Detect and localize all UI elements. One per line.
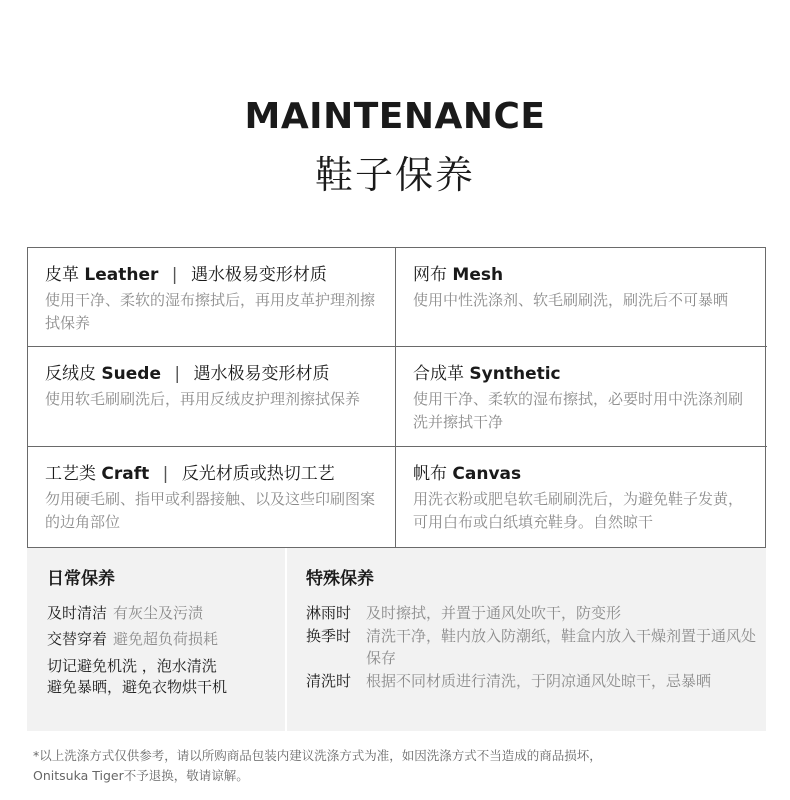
special-care-text: 根据不同材质进行清洗，于阴凉通风处晾干，忌暴晒: [366, 672, 712, 690]
material-description: 用洗衣粉或肥皂软毛刷刷洗后，为避免鞋子发黄，可用白布或白纸填充鞋身。自然晾干: [413, 490, 744, 531]
materials-table: [27, 247, 766, 548]
daily-care-item: [47, 602, 285, 625]
material-cell-synthetic: [396, 347, 767, 447]
page-title-en: MAINTENANCE: [244, 96, 546, 137]
material-description: 使用中性洗涤剂、软毛刷刷洗，刷洗后不可暴晒: [413, 291, 729, 309]
special-care-item: [306, 625, 766, 669]
special-care-label: 淋雨时: [306, 604, 352, 622]
daily-care-heading: 日常保养: [47, 569, 115, 589]
material-description: 使用软毛刷刷洗后，再用反绒皮护理剂擦拭保养: [45, 390, 361, 408]
special-care-item: [306, 670, 766, 692]
material-name-en: Mesh: [452, 265, 504, 285]
material-title: [45, 264, 381, 286]
daily-care-warning: [47, 656, 285, 698]
material-name-en: Suede: [101, 364, 161, 384]
special-care-label: 换季时: [306, 627, 352, 645]
daily-care-label: 交替穿着: [47, 630, 108, 648]
material-cell-suede: [28, 347, 396, 447]
footnote-line-2: Onitsuka Tiger不予退换，敬请谅解。: [33, 768, 249, 783]
material-description: 勿用硬毛刷、指甲或利器接触、以及这些印刷图案的边角部位: [45, 490, 376, 531]
care-section: [27, 548, 766, 731]
daily-care-label: 及时清洁: [47, 604, 108, 622]
daily-care-panel: [27, 548, 285, 731]
material-description: 使用干净、柔软的湿布擦拭，必要时用中洗涤剂刷洗并擦拭干净: [413, 390, 744, 431]
daily-care-hint: 避免超负荷损耗: [113, 630, 219, 648]
material-description: 使用干净、柔软的湿布擦拭后，再用皮革护理剂擦拭保养: [45, 291, 376, 332]
material-name-en: Synthetic: [469, 364, 561, 384]
material-name-en: Leather: [84, 265, 159, 285]
daily-care-hint: 有灰尘及污渍: [113, 604, 204, 622]
material-title: [45, 463, 381, 485]
material-cell-canvas: [396, 447, 767, 547]
material-cell-craft: [28, 447, 396, 547]
title-separator: |: [162, 464, 169, 484]
material-note: 遇水极易变形材质: [193, 364, 330, 384]
special-care-text: 及时擦拭，并置于通风处吹干，防变形: [366, 604, 622, 622]
material-name-cn: 皮革: [45, 265, 79, 285]
material-note: 反光材质或热切工艺: [181, 464, 335, 484]
special-care-panel: [285, 548, 766, 731]
special-care-item: [306, 602, 766, 624]
material-name-en: Canvas: [452, 464, 522, 484]
material-name-cn: 工艺类: [45, 464, 96, 484]
material-title: [45, 363, 381, 385]
material-title: [413, 363, 753, 385]
footnote: [33, 746, 763, 786]
title-separator: |: [174, 364, 181, 384]
special-care-heading: 特殊保养: [306, 569, 374, 589]
material-name-cn: 网布: [413, 265, 447, 285]
warning-line-1: 切记避免机洗 ，泡水清洗: [47, 657, 217, 675]
material-name-cn: 反绒皮: [45, 364, 96, 384]
material-title: [413, 264, 753, 286]
title-separator: |: [171, 265, 178, 285]
footnote-line-1: *以上洗涤方式仅供参考，请以所购商品包装内建议洗涤方式为准，如因洗涤方式不当造成的商品损坏，: [33, 748, 602, 763]
material-title: [413, 463, 753, 485]
material-cell-leather: [28, 248, 396, 347]
material-name-cn: 合成革: [413, 364, 464, 384]
special-care-label: 清洗时: [306, 672, 352, 690]
warning-line-2: 避免暴晒，避免衣物烘干机: [47, 678, 228, 696]
material-name-en: Craft: [101, 464, 150, 484]
daily-care-item: [47, 628, 285, 651]
material-name-cn: 帆布: [413, 464, 447, 484]
page-title-cn: 鞋子保养: [314, 153, 475, 197]
special-care-text: 清洗干净，鞋内放入防潮纸，鞋盒内放入干燥剂置于通风处保存: [366, 627, 757, 667]
material-cell-mesh: [396, 248, 767, 347]
material-note: 遇水极易变形材质: [190, 265, 327, 285]
